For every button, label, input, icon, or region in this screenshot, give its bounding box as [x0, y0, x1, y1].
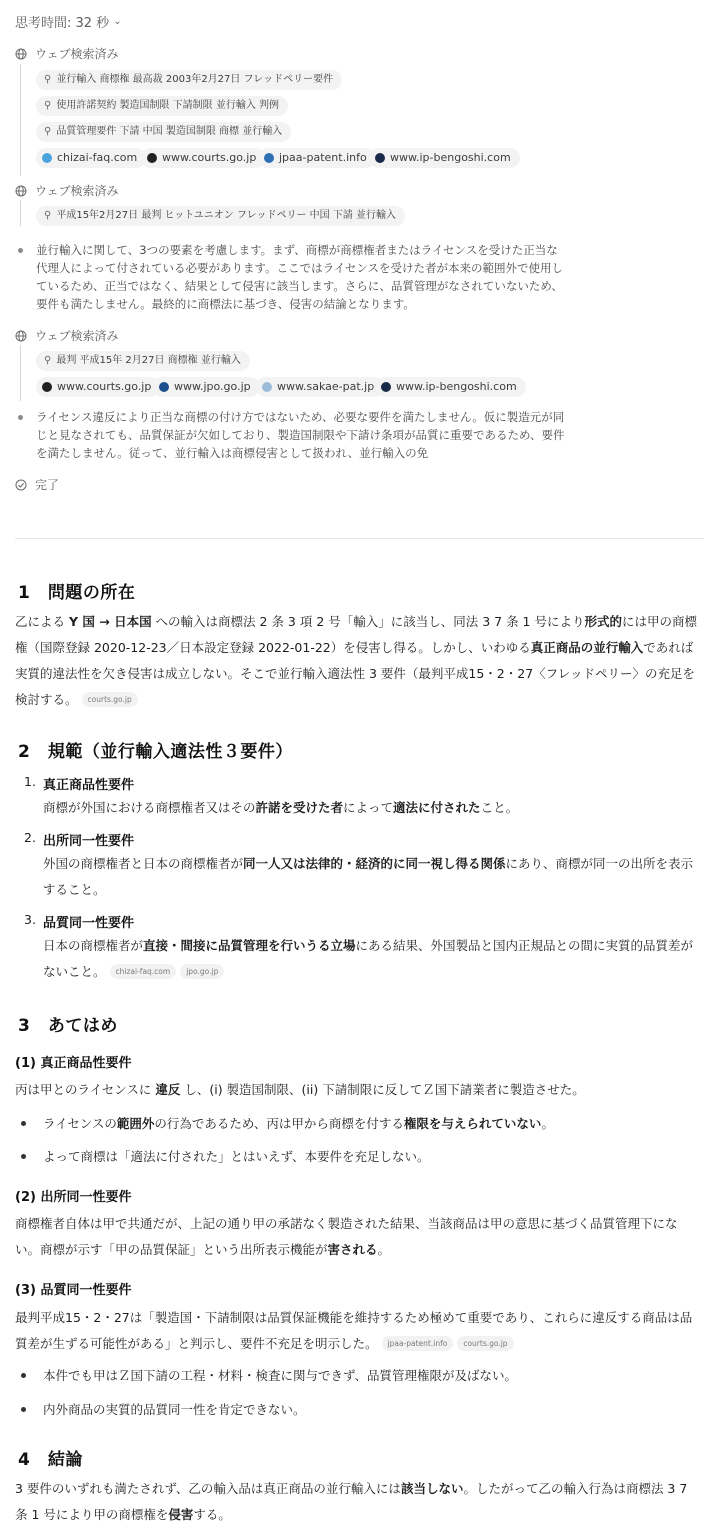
- thinking-note: 並行輸入に関して、3つの要素を考慮します。まず、商標が商標権者またはライセンスを受けた正当な代理人によって付されている必要があります。ここではライセンスを受けた者が本来の範囲外で使用しているため、正当ではなく、結果として侵害に該当します。さらに、品質管理がなされていないため、要件も満たしません。最終的に商標法に基づき、侵害の結論となります。: [36, 243, 564, 311]
- list-item-title: 品質同一性要件: [43, 916, 135, 931]
- thinking-note: ライセンス違反により正当な商標の付け方ではないため、必要な要件を満たしません。仮に製造元が同じと見なされても、品質保証が欠如しており、製造国制限や下請け条項が品質に重要であるため、要件を満たしません。従って、並行輸入は商標侵害として扱われ、並行輸入の免: [36, 410, 565, 460]
- text: であれば実質的違法性を欠き侵害は成立しない。そこで並行輸入適法性 3 要件（最判平成15・2・27〈フレッドペリー〉の充足を検討する。: [15, 640, 696, 707]
- site-favicon-icon: [147, 153, 157, 163]
- step-label: ウェブ検索済み: [35, 329, 119, 343]
- citation-chip[interactable]: courts.go.jp: [82, 692, 138, 707]
- text: 。: [541, 1116, 554, 1131]
- site-name: www.courts.go.jp: [57, 380, 152, 393]
- search-icon: ⚲: [44, 355, 52, 366]
- text: の行為であるため、丙は甲から商標を付する: [154, 1116, 404, 1131]
- text-bold: 適法に付された: [393, 800, 481, 815]
- source-chip[interactable]: [153, 377, 260, 397]
- bullet-dot: [21, 1121, 26, 1126]
- search-query-chip[interactable]: [36, 206, 405, 226]
- citation-chip[interactable]: chizai-faq.com: [110, 964, 177, 979]
- text-bold: 該当しない: [400, 1481, 464, 1496]
- section-heading: 4 結論: [18, 1450, 83, 1470]
- source-chip[interactable]: [36, 377, 160, 397]
- text-bold: 違反: [155, 1082, 181, 1097]
- paragraph: [15, 1305, 700, 1357]
- bullet-dot: [21, 1154, 26, 1159]
- search-icon: ⚲: [44, 210, 52, 221]
- section-heading: 3 あてはめ: [18, 1016, 118, 1036]
- text-bold: Y 国 → 日本国: [68, 614, 152, 629]
- site-favicon-icon: [42, 153, 52, 163]
- bullet-dot: [21, 1373, 26, 1378]
- list-item: 本件でも甲はＺ国下請の工程・材料・検査に関与できず、品質管理権限が及ばない。: [43, 1368, 518, 1383]
- text-bold: 侵害: [168, 1507, 194, 1522]
- text-bold: 害される: [327, 1242, 378, 1257]
- timeline-line: [20, 64, 21, 176]
- text: 商標が外国における商標権者又はその: [43, 800, 256, 815]
- text: 丙は甲とのライセンスに: [15, 1082, 156, 1097]
- site-favicon-icon: [264, 153, 274, 163]
- source-chip[interactable]: [375, 377, 526, 397]
- subheading: (3) 品質同一性要件: [15, 1283, 132, 1298]
- text: にある結果、外国製品と国内正規品との間に実質的品質差がないこと。: [43, 938, 694, 979]
- site-name: www.ip-bengoshi.com: [396, 380, 517, 393]
- list-item: [43, 1113, 703, 1135]
- source-chip[interactable]: [258, 148, 376, 168]
- source-chip[interactable]: [36, 148, 146, 168]
- search-icon: ⚲: [44, 126, 52, 137]
- list-item-body: [43, 851, 703, 903]
- text: する。: [193, 1507, 231, 1522]
- chevron-down-icon: ⌄: [113, 16, 122, 27]
- list-number: 3.: [24, 912, 36, 927]
- divider: [15, 538, 704, 539]
- text: 外国の商標権者と日本の商標権者が: [43, 856, 244, 871]
- list-number: 1.: [24, 774, 36, 789]
- text: し、(i) 製造国制限、(ii) 下請制限に反してＺ国下請業者に製造させた。: [180, 1082, 585, 1097]
- web-search-step: [15, 182, 119, 199]
- query-text: 並行輸入 商標権 最高裁 2003年2月27日 フレッドペリー要件: [56, 74, 334, 85]
- paragraph: [15, 1476, 700, 1528]
- list-item-body: [43, 933, 703, 985]
- section-heading: 2 規範（並行輸入適法性３要件）: [18, 742, 293, 762]
- site-name: www.courts.go.jp: [162, 151, 257, 164]
- paragraph: [15, 1211, 700, 1263]
- list-item: よって商標は「適法に付された」とはいえず、本要件を充足しない。: [43, 1149, 430, 1164]
- text: こと。: [480, 800, 519, 815]
- citation-chip[interactable]: courts.go.jp: [457, 1336, 513, 1351]
- text: によって: [343, 800, 394, 815]
- site-name: www.ip-bengoshi.com: [390, 151, 511, 164]
- web-search-step: [15, 327, 119, 344]
- text-bold: 真正商品の並行輸入: [530, 640, 644, 655]
- text: への輸入は商標法 2 条 3 項 2 号「輸入」に該当し、同法 3 7 条 1 号により: [151, 614, 585, 629]
- paragraph: [15, 1077, 700, 1103]
- subheading: (1) 真正商品性要件: [15, 1056, 132, 1071]
- done-step: [15, 476, 59, 493]
- subheading: (2) 出所同一性要件: [15, 1190, 132, 1205]
- list-number: 2.: [24, 830, 36, 845]
- step-label: ウェブ検索済み: [35, 184, 119, 198]
- source-chip[interactable]: [256, 377, 383, 397]
- site-name: chizai-faq.com: [57, 151, 138, 164]
- bullet-dot: [18, 248, 23, 253]
- source-chip[interactable]: [369, 148, 520, 168]
- text: 日本の商標権者が: [43, 938, 144, 953]
- globe-icon: [15, 48, 27, 60]
- text-bold: 形式的: [584, 614, 622, 629]
- search-icon: ⚲: [44, 74, 52, 85]
- search-query-chip[interactable]: [36, 122, 291, 142]
- timeline-line: [20, 345, 21, 401]
- text: ライセンスの: [43, 1116, 117, 1131]
- query-text: 平成15年2月27日 最判 ヒットユニオン フレッドペリー 中国 下請 並行輸入: [56, 210, 397, 221]
- step-label: ウェブ検索済み: [35, 47, 119, 61]
- citation-chip[interactable]: jpo.go.jp: [180, 964, 224, 979]
- site-favicon-icon: [375, 153, 385, 163]
- search-query-chip[interactable]: [36, 96, 288, 116]
- section-heading: 1 問題の所在: [18, 583, 136, 603]
- site-favicon-icon: [159, 382, 169, 392]
- query-text: 最判 平成15年 2月27日 商標権 並行輸入: [56, 355, 241, 366]
- text: 。: [377, 1242, 391, 1257]
- site-favicon-icon: [42, 382, 52, 392]
- text: にあり、商標が同一の出所を表示すること。: [43, 856, 694, 897]
- text: 商標権者自体は甲で共通だが、上記の通り甲の承諾なく製造された結果、当該商品は甲の意思に基づく品質管理下にない。商標が示す「甲の品質保証」という出所表示機能が: [15, 1216, 678, 1257]
- source-chip[interactable]: [141, 148, 265, 168]
- text-bold: 許諾を受けた者: [255, 800, 344, 815]
- list-item-title: 出所同一性要件: [43, 834, 135, 849]
- site-favicon-icon: [262, 382, 272, 392]
- done-label: 完了: [35, 478, 60, 492]
- globe-icon: [15, 330, 27, 342]
- search-icon: ⚲: [44, 100, 52, 111]
- search-query-chip[interactable]: [36, 351, 250, 371]
- bullet-dot: [21, 1407, 26, 1412]
- query-text: 品質管理要件 下請 中国 製造国制限 商標 並行輸入: [56, 126, 283, 137]
- text-bold: 範囲外: [116, 1116, 155, 1131]
- web-search-step: [15, 45, 119, 62]
- text: 最判平成15・2・27は「製造国・下請制限は品質保証機能を維持するため極めて重要であり、これらに違反する商品は品質差が生ずる可能性がある」と判示し、要件不充足を明示した。: [15, 1310, 693, 1351]
- thinking-toggle[interactable]: [15, 12, 122, 31]
- text: 。したがって乙の輸入行為は商標法 3 7 条 1 号により甲の商標権を: [15, 1481, 688, 1522]
- site-name: jpaa-patent.info: [279, 151, 367, 164]
- globe-icon: [15, 185, 27, 197]
- list-item-body: [43, 795, 703, 821]
- site-name: www.jpo.go.jp: [174, 380, 251, 393]
- thinking-time: 思考時間: 32 秒: [15, 16, 110, 31]
- text-bold: 権限を与えられていない: [403, 1116, 542, 1131]
- citation-chip[interactable]: jpaa-patent.info: [382, 1336, 454, 1351]
- bullet-dot: [18, 415, 23, 420]
- text-bold: 直接・間接に品質管理を行いうる立場: [143, 938, 356, 953]
- query-text: 使用許諾契約 製造国制限 下請制限 並行輸入 判例: [56, 100, 280, 111]
- site-favicon-icon: [381, 382, 391, 392]
- text: には甲の商標権（国際登録 2020-12-23／日本設定登録 2022-01-22）を侵害し得る。しかし、いわゆる: [15, 614, 698, 655]
- paragraph: [15, 609, 700, 713]
- text-bold: 同一人又は法律的・経済的に同一視し得る関係: [243, 856, 506, 871]
- timeline-line: [20, 200, 21, 226]
- text: 乙による: [15, 614, 69, 629]
- text: 3 要件のいずれも満たされず、乙の輸入品は真正商品の並行輸入には: [15, 1481, 401, 1496]
- search-query-chip[interactable]: [36, 70, 342, 90]
- site-name: www.sakae-pat.jp: [277, 380, 375, 393]
- list-item-title: 真正商品性要件: [43, 778, 135, 793]
- list-item: 内外商品の実質的品質同一性を肯定できない。: [43, 1402, 306, 1417]
- check-circle-icon: [15, 479, 27, 491]
